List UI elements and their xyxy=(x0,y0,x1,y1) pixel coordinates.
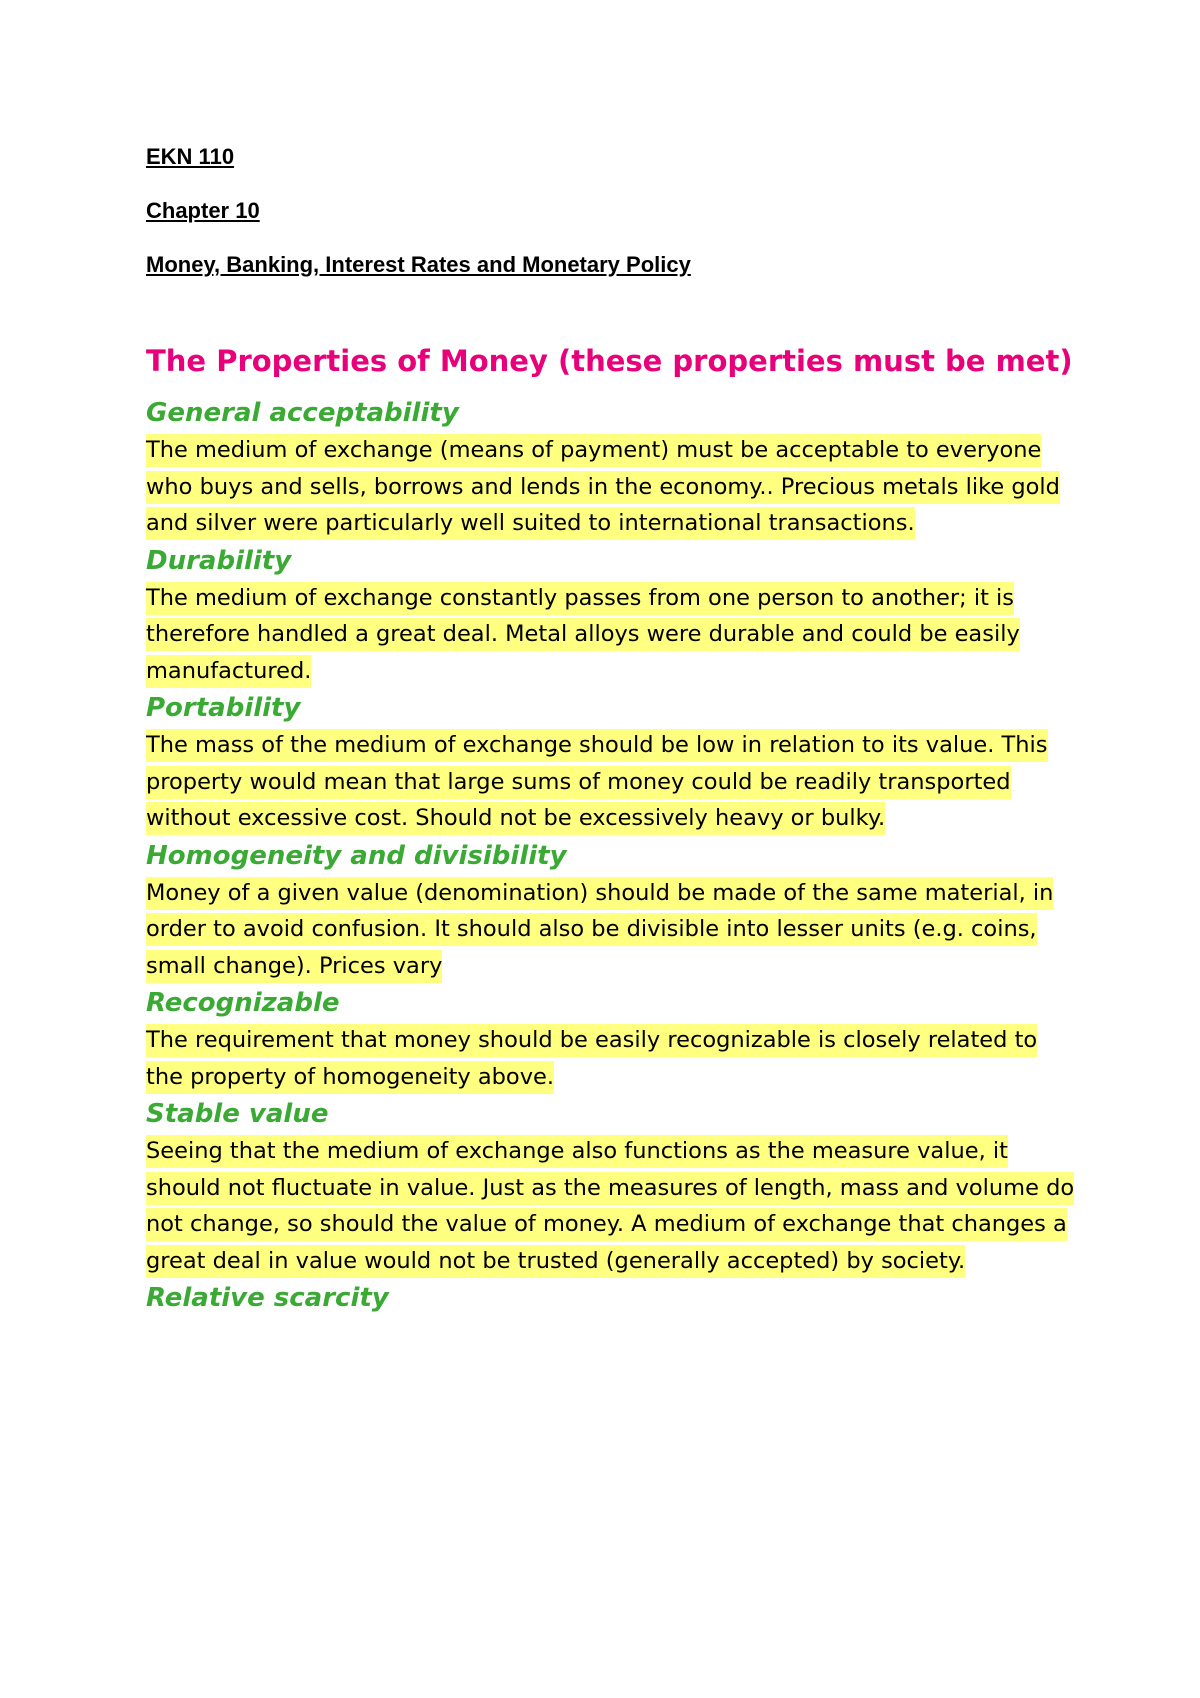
highlighted-text: Money of a given value (denomination) should be made of the same material, in order to avoid confusion. It should also be divisible into lesser units (e.g. coins, small change). Prices vary xyxy=(146,877,1053,983)
property-title-stable-value: Stable value xyxy=(146,1099,329,1129)
property-text-stable-value xyxy=(146,1133,1076,1279)
highlighted-text: The requirement that money should be easily recognizable is closely related to the property of homogeneity above. xyxy=(146,1024,1037,1094)
property-text-recognizable xyxy=(146,1022,1076,1095)
property-text-portability xyxy=(146,727,1076,837)
property-title-general-acceptability: General acceptability xyxy=(146,398,459,428)
highlighted-text: The medium of exchange constantly passes from one person to another; it is therefore handled a great deal. Metal alloys were durable and could be easily manufactured. xyxy=(146,582,1020,688)
property-text-homogeneity xyxy=(146,875,1076,985)
property-text-general-acceptability xyxy=(146,432,1076,542)
chapter-topic: Money, Banking, Interest Rates and Monetary Policy xyxy=(146,252,691,277)
property-title-recognizable: Recognizable xyxy=(146,988,340,1018)
document-page xyxy=(146,140,1076,1317)
highlighted-text: The medium of exchange (means of payment) must be acceptable to everyone who buys and sells, borrows and lends in the economy.. Precious metals like gold and silver were particularly well suited to international transactions. xyxy=(146,434,1060,540)
property-title-homogeneity: Homogeneity and divisibility xyxy=(146,840,567,871)
property-title-relative-scarcity: Relative scarcity xyxy=(146,1283,389,1313)
chapter-heading: Chapter 10 xyxy=(146,198,260,223)
course-code: EKN 110 xyxy=(146,144,235,169)
property-title-durability: Durability xyxy=(146,545,292,576)
section-title: The Properties of Money (these properties must be met) xyxy=(146,344,1073,378)
highlighted-text: Seeing that the medium of exchange also functions as the measure value, it should not fluctuate in value. Just as the measures of length, mass and volume do not change, so should the value of money. A medium of exchange that changes a great deal in value would not be trusted (generally accepted) by society. xyxy=(146,1135,1074,1278)
highlighted-text: The mass of the medium of exchange should be low in relation to its value. This property would mean that large sums of money could be readily transported without excessive cost. Should not be excessively heavy or bulky. xyxy=(146,729,1048,835)
property-text-durability xyxy=(146,580,1076,690)
property-title-portability: Portability xyxy=(146,693,301,723)
